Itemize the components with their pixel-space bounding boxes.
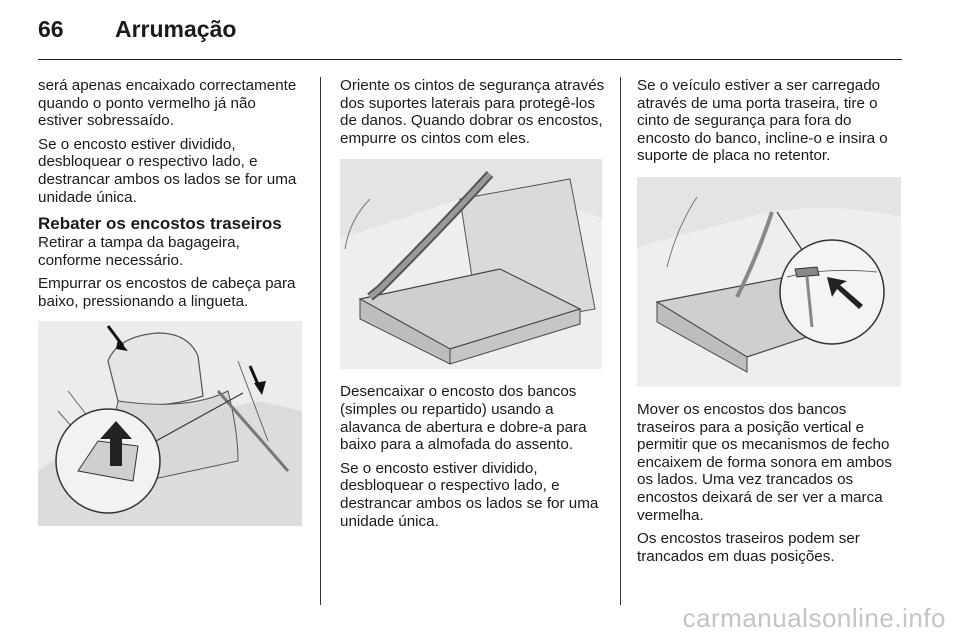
column-3: [637, 77, 903, 571]
subsection-heading: Rebater os encostos traseiros: [38, 214, 282, 234]
paragraph: Desencaixar o encosto dos bancos (simples ou repartido) usando a alavanca de abertura e dobre-a para baixo para a almofada do assento.: [340, 383, 587, 454]
paragraph: Se o encosto estiver dividido, desbloquear o respectivo lado, e destrancar ambos os lados se for uma unidade única.: [38, 135, 297, 206]
paragraph: será apenas encaixado correctamente quando o ponto vermelho já não estiver sobressaído.: [38, 77, 297, 130]
belt-retainer-illustration: [637, 177, 901, 387]
header-divider: [38, 59, 902, 60]
section-title: Arrumação: [115, 16, 237, 42]
paragraph: Empurrar os encostos de cabeça para baixo, pressionando a lingueta.: [38, 275, 296, 310]
column-2: [340, 77, 606, 536]
paragraph: Oriente os cintos de segurança através dos suportes laterais para protegê-los de danos. Quando dobrar os encostos, empurre os cintos com eles.: [340, 77, 605, 147]
seatbelt-guide-illustration: [340, 159, 602, 369]
column-divider-1: [320, 77, 321, 605]
paragraph: Retirar a tampa da bagageira, conforme necessário.: [38, 234, 240, 269]
paragraph: Os encostos traseiros podem ser trancados em duas posições.: [637, 530, 860, 565]
page-header: [38, 16, 902, 56]
paragraph: Se o encosto estiver dividido, desbloquear o respectivo lado, e destrancar ambos os lados se for uma unidade única.: [340, 459, 599, 530]
headrest-release-illustration: [38, 321, 302, 526]
column-1: [38, 77, 304, 540]
paragraph: Mover os encostos dos bancos traseiros para a posição vertical e permitir que os mecanismos de fecho encaixem de forma sonora em ambos os lados. Uma vez trancados os encostos deixará de ser ver a marca vermelha.: [637, 400, 892, 524]
column-divider-2: [620, 77, 621, 605]
watermark: carmanualsonline.info: [682, 603, 946, 633]
page-number: 66: [38, 16, 64, 42]
paragraph: Se o veículo estiver a ser carregado através de uma porta traseira, tire o cinto de segurança para fora do encosto do banco, incline-o e insira o suporte de placa no retentor.: [637, 77, 888, 165]
